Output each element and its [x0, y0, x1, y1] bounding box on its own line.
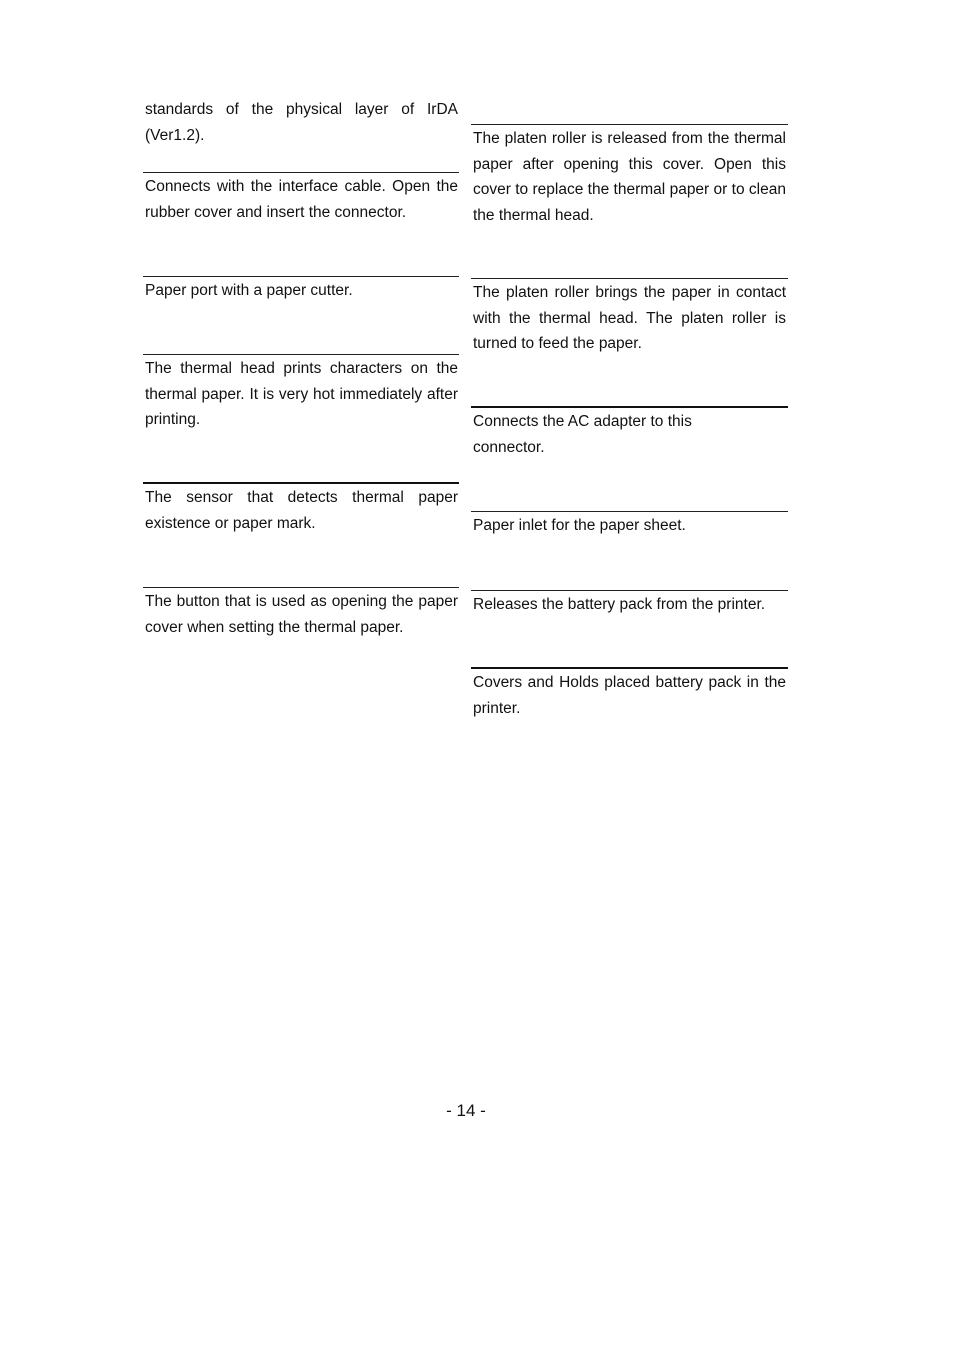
ac-adapter-connector-description: Connects the AC adapter to this connector. [473, 413, 692, 456]
paper-port-description: Paper port with a paper cutter. [145, 282, 353, 299]
interface-connector-description: Connects with the interface cable. Open the rubber cover and insert the connector. [145, 178, 458, 221]
page-number: - 14 - [446, 1101, 486, 1120]
left-divider-1 [143, 172, 459, 173]
irda-standard-description: standards of the physical layer of IrDA (Ver1.2). [145, 101, 458, 144]
right-divider-5 [471, 590, 788, 591]
right-divider-6 [471, 667, 788, 669]
paper-sensor-description: The sensor that detects thermal paper existence or paper mark. [145, 489, 458, 532]
left-divider-2 [143, 276, 459, 277]
right-divider-1 [471, 124, 788, 125]
paper-inlet-description: Paper inlet for the paper sheet. [473, 517, 686, 534]
battery-release-description: Releases the battery pack from the printer. [473, 596, 766, 613]
left-divider-5 [143, 587, 459, 588]
cover-open-button-description: The button that is used as opening the paper cover when setting the thermal paper. [145, 593, 458, 636]
right-divider-4 [471, 511, 788, 512]
battery-cover-description: Covers and Holds placed battery pack in the printer. [473, 674, 786, 717]
thermal-head-description: The thermal head prints characters on the thermal paper. It is very hot immediately after printing. [145, 360, 458, 429]
left-divider-4 [143, 482, 459, 484]
platen-roller-description: The platen roller brings the paper in contact with the thermal head. The platen roller is turned to feed the paper. [473, 284, 786, 353]
left-divider-3 [143, 354, 459, 355]
right-divider-2 [471, 278, 788, 279]
right-divider-3 [471, 406, 788, 408]
paper-cover-description: The platen roller is released from the thermal paper after opening this cover. Open this cover to replace the thermal paper or to clean the thermal head. [473, 130, 786, 224]
